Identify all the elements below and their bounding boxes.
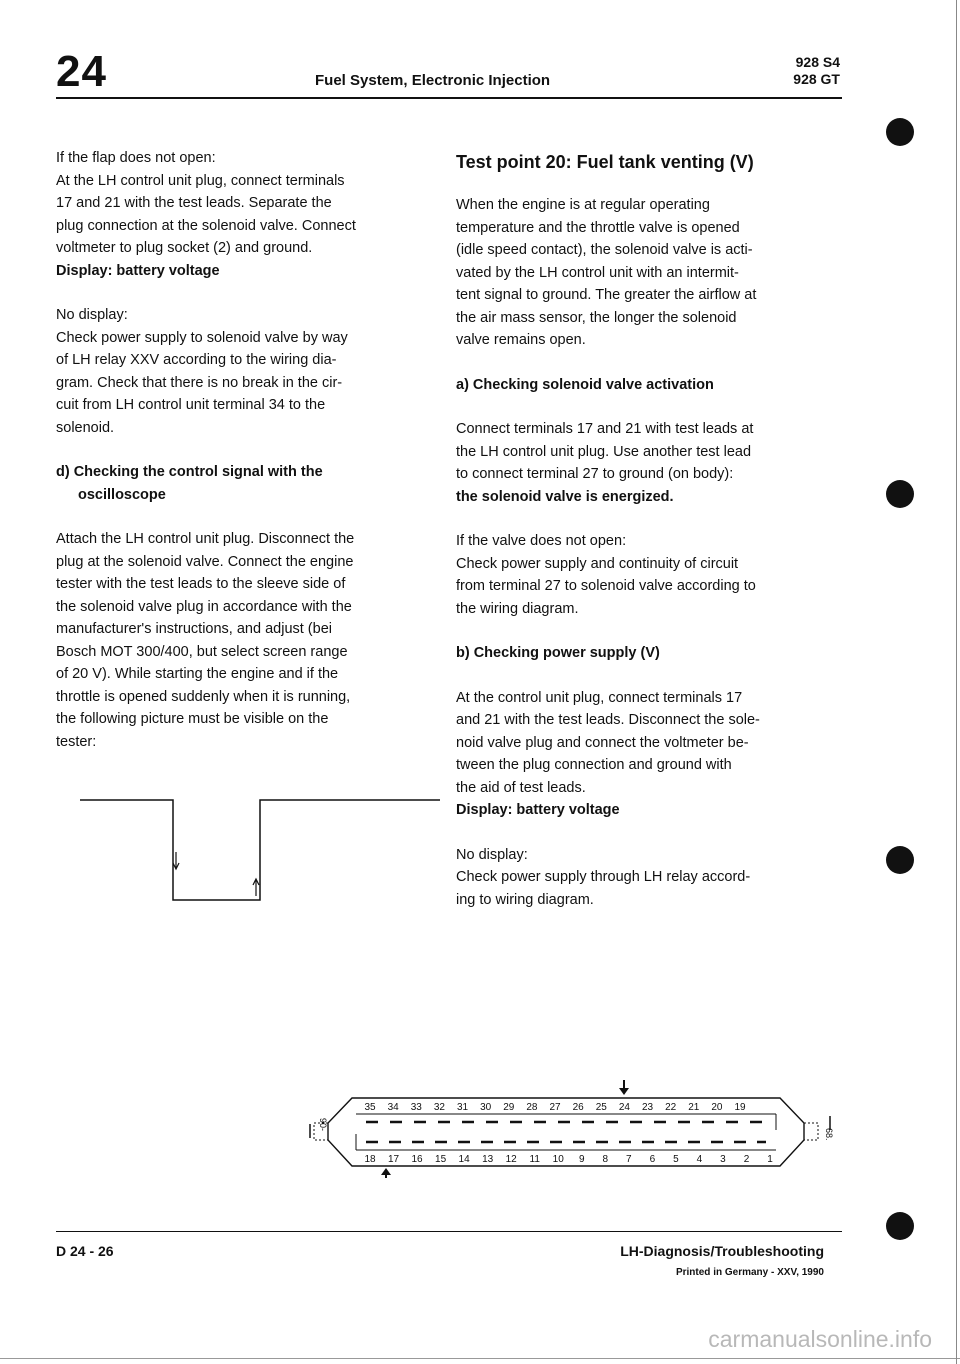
watermark: carmanualsonline.info: [708, 1326, 932, 1352]
pin-number: 16: [411, 1154, 423, 1165]
pin-number: 34: [387, 1102, 399, 1113]
pin-number: 28: [526, 1102, 538, 1113]
pin-number: 18: [364, 1154, 376, 1165]
model-label: [793, 54, 840, 88]
binder-hole-1: [886, 118, 914, 146]
model-line-2: 928 GT: [793, 71, 840, 87]
pin-number: 35: [364, 1102, 376, 1113]
header-rule: [56, 97, 842, 99]
pin-number: 31: [456, 1102, 469, 1113]
pin-number: 2: [743, 1154, 750, 1165]
pin-number: 30: [480, 1102, 492, 1113]
oscilloscope-waveform: [80, 770, 450, 920]
chapter-number: 24: [56, 47, 107, 96]
heading-control-signal: d) Checking the control signal with the oscilloscope: [56, 464, 323, 503]
heading-activation: a) Checking solenoid valve activation: [456, 376, 714, 393]
paragraph-no-display: No display: Check power supply to solenoid valve by way of LH relay XXV according to the wiring dia- gram. Check that there is no break in the cir- cuit from LH control unit terminal 34 to the solenoid.: [56, 307, 348, 436]
print-info: Printed in Germany - XXV, 1990: [675, 1267, 824, 1278]
test-point-title: Test point 20: Fuel tank venting (V): [456, 152, 754, 172]
left-side-label: 90-: [318, 1118, 328, 1132]
energized-result: the solenoid valve is energized.: [456, 488, 674, 505]
pin-number: 23: [641, 1102, 654, 1113]
paragraph-activation: Connect terminals 17 and 21 with test leads at the LH control unit plug. Use another test lead to connect terminal 27 to ground (on body): the solenoid valve is energized.: [456, 421, 754, 505]
pin-number: 21: [688, 1102, 700, 1113]
arrow-down-icon: [619, 1080, 629, 1095]
paragraph-power-supply: At the control unit plug, connect terminals 17 and 21 with the test leads. Disconnect the sole- noid valve plug and connect the voltmeter be- tween the plug connection and ground with the aid of test leads. Display: battery voltage: [456, 689, 760, 818]
pin-number: 29: [503, 1102, 515, 1113]
heading-power-supply: b) Checking power supply (V): [456, 645, 660, 661]
right-side-label: 68.: [824, 1128, 834, 1141]
pin-number: 4: [696, 1154, 703, 1165]
pin-number: 25: [595, 1102, 607, 1113]
left-column: [56, 147, 436, 775]
voltage-result: Display: battery voltage: [456, 802, 620, 818]
pin-number: 8: [602, 1154, 609, 1165]
pin-number: 17: [387, 1154, 400, 1165]
right-column: [456, 150, 836, 933]
pin-number: 14: [458, 1154, 470, 1165]
paragraph-description: When the engine is at regular operating temperature and the throttle valve is opened (idle speed contact), the solenoid valve is acti- vated by the LH control unit with an intermit- tent signal to ground. The greater the airflow at the air mass sensor, the longer the solenoid valve remains open.: [456, 197, 757, 348]
pin-number: 20: [711, 1102, 723, 1113]
section-title: Fuel System, Electronic Injection: [315, 72, 551, 89]
page-number: D 24 - 26: [56, 1243, 114, 1259]
pin-number: 15: [435, 1154, 447, 1165]
pin-number: 9: [578, 1154, 585, 1165]
pin-number: 13: [482, 1154, 494, 1165]
pin-number: 11: [529, 1154, 540, 1165]
paragraph-no-display-right: No display: Check power supply through LH relay accord- ing to wiring diagram.: [456, 846, 751, 908]
pin-number: 33: [410, 1102, 422, 1113]
pin-number: 27: [549, 1102, 561, 1113]
model-line-1: 928 S4: [795, 54, 840, 70]
control-unit-plug-diagram: [300, 1078, 840, 1178]
pin-number: 3: [720, 1154, 726, 1165]
binder-hole-2: [886, 480, 914, 508]
pin-number: 5: [673, 1154, 679, 1165]
pin-number: 6: [649, 1154, 656, 1165]
footer-rule: [56, 1231, 842, 1232]
pin-number: 22: [665, 1102, 677, 1113]
arrow-up-icon: [253, 879, 259, 896]
footer-section: LH-Diagnosis/Troubleshooting: [620, 1243, 824, 1259]
display-result: Display: battery voltage: [56, 262, 220, 279]
binder-hole-3: [886, 846, 914, 874]
pin-number: 10: [552, 1154, 564, 1165]
pin-number: 24: [618, 1102, 630, 1113]
arrow-up-icon: [381, 1168, 391, 1178]
paragraph-valve-not-open: If the valve does not open: Check power supply and continuity of circuit from terminal 27 to solenoid valve according to the wiring diagram.: [456, 533, 756, 617]
pin-number: 26: [572, 1102, 584, 1113]
arrow-down-icon: [173, 852, 179, 869]
pin-number: 32: [433, 1102, 445, 1113]
right-border: [956, 0, 957, 1364]
pin-number: 19: [734, 1102, 746, 1113]
bottom-border: [0, 1358, 960, 1359]
paragraph-oscilloscope: Attach the LH control unit plug. Disconnect the plug at the solenoid valve. Connect the engine tester with the test leads to the sleeve side of the solenoid valve plug in accordance with the manufacturer's instructions, and adjust (bei Bosch MOT 300/400, but select screen range of 20 V). While starting the engine and if the throttle is opened suddenly when it is running, the following picture must be visible on the tester:: [56, 531, 355, 750]
pin-number: 1: [767, 1154, 773, 1165]
binder-hole-4: [886, 1212, 914, 1240]
pin-number: 7: [626, 1154, 632, 1165]
pin-number: 12: [505, 1154, 517, 1165]
paragraph-flap-check: If the flap does not open: At the LH control unit plug, connect terminals 17 and 21 with the test leads. Separate the plug connection at the solenoid valve. Connect voltmeter to plug socket (2) and ground. Display: battery voltage: [56, 150, 356, 279]
